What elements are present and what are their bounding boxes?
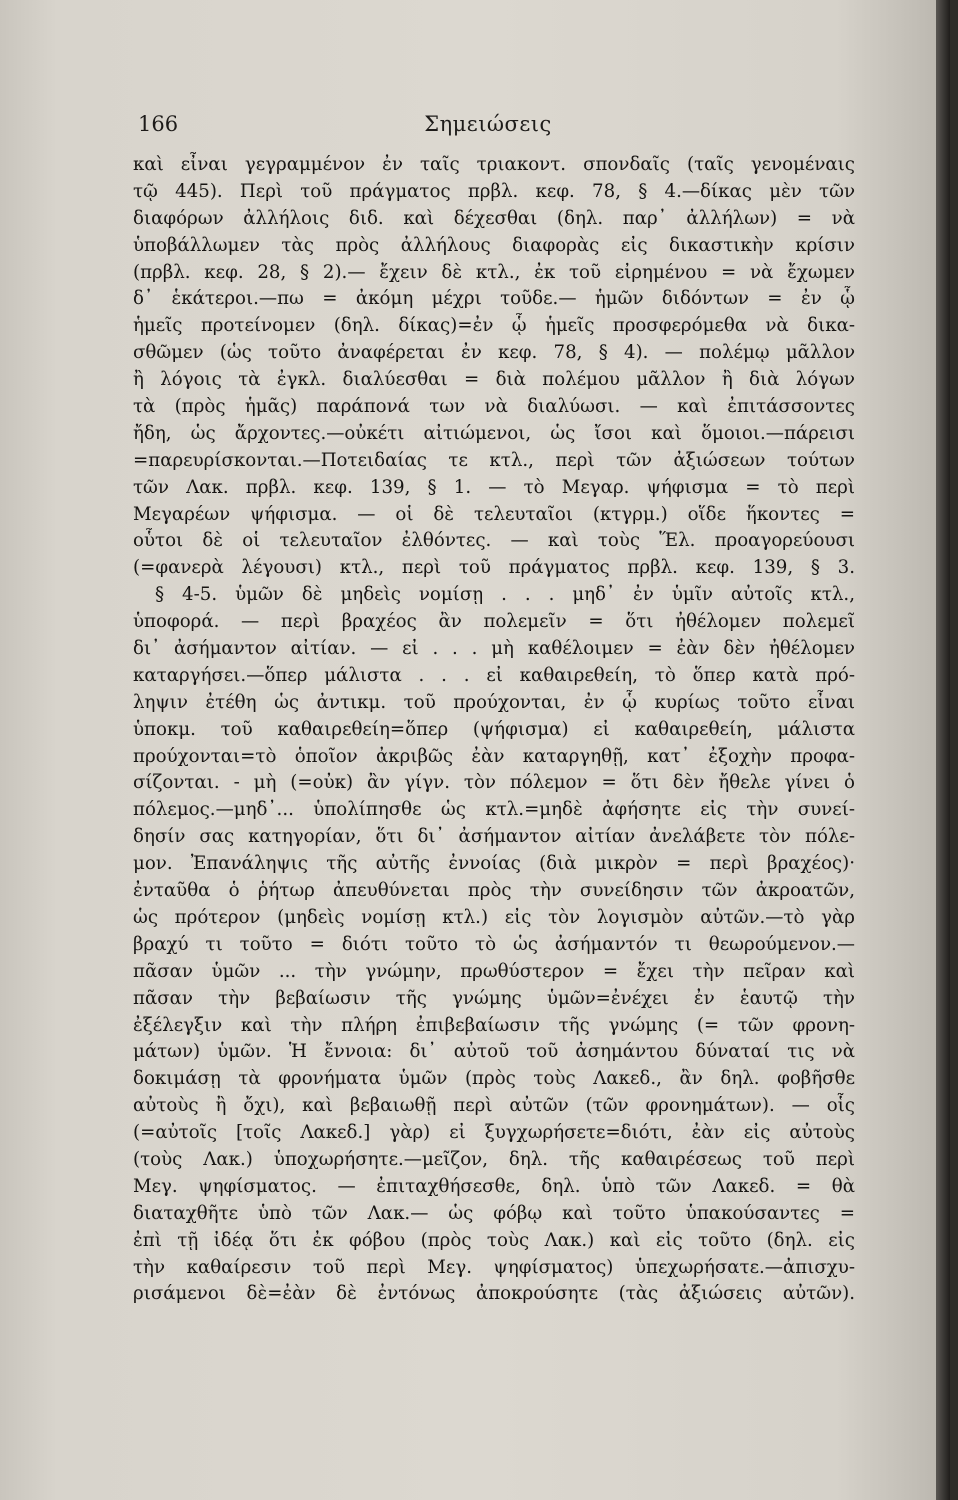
text-line: δ᾽ ἑκάτεροι.—πω = ἀκόμη μέχρι τοῦδε.— ἡμῶν διδόντων = ἐν ᾧ [133,288,855,310]
text-line: τὴν καθαίρεσιν τοῦ περὶ Μεγ. ψηφίσματος) ὑπεχωρήσατε.—ἀπισχυ- [133,1256,855,1278]
text-line: (=φανερὰ λέγουσι) κτλ., περὶ τοῦ πράγματος πρβλ. κεφ. 139, § 3. [133,557,855,579]
page-number: 166 [138,112,179,136]
text-line: καταργήσει.—ὅπερ μάλιστα . . . εἰ καθαιρεθείη, τὸ ὅπερ κατὰ πρό- [133,664,855,686]
text-line: αὐτοὺς ἢ ὄχι), καὶ βεβαιωθῇ περὶ αὐτῶν (τῶν φρονημάτων). — οἷς [133,1095,855,1117]
text-line: μον. Ἐπανάληψις τῆς αὐτῆς ἐννοίας (διὰ μικρὸν = περὶ βραχέος)· [133,853,855,875]
text-line: τῷ 445). Περὶ τοῦ πράγματος πρβλ. κεφ. 78, § 4.—δίκας μὲν τῶν [133,180,855,202]
text-line: πόλεμος.—μηδ᾽... ὑπολίπησθε ὡς κτλ.=μηδὲ ἀφήσητε εἰς τὴν συνεί- [133,799,855,821]
text-line: § 4-5. ὑμῶν δὲ μηδεὶς νομίσῃ . . . μηδ᾽ ἐν ὑμῖν αὐτοῖς κτλ., [155,584,855,606]
text-line: βραχύ τι τοῦτο = διότι τοῦτο τὸ ὡς ἀσήμαντόν τι θεωρούμενον.— [133,933,855,955]
running-title: Σημειώσεις [424,112,552,136]
text-line: ἐπὶ τῇ ἰδέᾳ ὅτι ἐκ φόβου (πρὸς τοὺς Λακ.) καὶ εἰς τοῦτο (δηλ. εἰς [133,1229,855,1251]
text-line: σίζονται. - μὴ (=οὐκ) ἂν γίγν. τὸν πόλεμον = ὅτι δὲν ἤθελε γίνει ὁ [133,772,855,794]
text-line: ὑποβάλλωμεν τὰς πρὸς ἀλλήλους διαφορὰς εἰς δικαστικὴν κρίσιν [133,234,855,256]
text-line: Μεγ. ψηφίσματος. — ἐπιταχθήσεσθε, δηλ. ὑπὸ τῶν Λακεδ. = θὰ [133,1175,855,1197]
text-line: προύχονται=τὸ ὁποῖον ἀκριβῶς ἐὰν καταργηθῇ, κατ᾽ ἐξοχὴν προφα- [133,745,855,767]
text-line: ὑποκμ. τοῦ καθαιρεθείη=ὅπερ (ψήφισμα) εἰ καθαιρεθείη, μάλιστα [133,718,855,740]
text-line: =παρευρίσκονται.—Ποτειδαίας τε κτλ., περὶ τῶν ἀξιώσεων τούτων [133,449,855,471]
text-line: ἡμεῖς προτείνομεν (δηλ. δίκας)=ἐν ᾧ ἡμεῖς προσφερόμεθα νὰ δικα- [133,315,855,337]
text-line: δησίν σας κατηγορίαν, ὅτι δι᾽ ἀσήμαντον αἰτίαν ἀνελάβετε τὸν πόλε- [133,826,855,848]
text-line: ρισάμενοι δὲ=ἐὰν δὲ ἐντόνως ἀποκρούσητε (τὰς ἀξιώσεις αὐτῶν). [133,1283,855,1305]
text-line: ἐξέλεγξιν καὶ τὴν πλήρη ἐπιβεβαίωσιν τῆς γνώμης (= τῶν φρονη- [133,1014,855,1036]
text-line: καὶ εἶναι γεγραμμένον ἐν ταῖς τριακοντ. σπονδαῖς (ταῖς γενομέναις [133,154,855,175]
text-line: ἐνταῦθα ὁ ῥήτωρ ἀπευθύνεται πρὸς τὴν συνείδησιν τῶν ἀκροατῶν, [133,880,855,902]
text-line: Μεγαρέων ψήφισμα. — οἱ δὲ τελευταῖοι (κτγρμ.) οἵδε ἥκοντες = [133,503,855,525]
binding-edge [936,0,950,1500]
text-line: πᾶσαν ὑμῶν ... τὴν γνώμην, πρωθύστερον = ἔχει τὴν πεῖραν καὶ [133,960,855,982]
text-line: ληψιν ἐτέθη ὡς ἀντικμ. τοῦ προύχονται, ἐν ᾧ κυρίως τοῦτο εἶναι [133,691,855,713]
text-line: δοκιμάσῃ τὰ φρονήματα ὑμῶν (πρὸς τοὺς Λακεδ., ἂν δηλ. φοβῆσθε [133,1068,855,1090]
text-line: τὰ (πρὸς ἡμᾶς) παράπονά των νὰ διαλύωσι. — καὶ ἐπιτάσσοντες [133,396,855,418]
text-line: ὡς πρότερον (μηδεὶς νομίσῃ κτλ.) εἰς τὸν λογισμὸν αὐτῶν.—τὸ γὰρ [133,906,855,928]
body-text [133,152,855,1335]
text-line: (=αὐτοῖς [τοῖς Λακεδ.] γὰρ) εἰ ξυγχωρήσετε=διότι, ἐὰν εἰς αὐτοὺς [133,1122,855,1144]
text-line: (τοὺς Λακ.) ὑποχωρήσητε.—μεῖζον, δηλ. τῆς καθαιρέσεως τοῦ περὶ [133,1148,855,1170]
text-line: μάτων) ὑμῶν. Ἡ ἔννοια: δι᾽ αὐτοῦ τοῦ ἀσημάντου δύναταί τις νὰ [133,1041,855,1063]
text-line: πᾶσαν τὴν βεβαίωσιν τῆς γνώμης ὑμῶν=ἐνέχει ἐν ἑαυτῷ τὴν [133,987,855,1009]
text-line: δι᾽ ἀσήμαντον αἰτίαν. — εἰ . . . μὴ καθέλοιμεν = ἐὰν δὲν ἠθέλομεν [133,638,855,660]
page-header [138,112,838,142]
text-line: τῶν Λακ. πρβλ. κεφ. 139, § 1. — τὸ Μεγαρ. ψήφισμα = τὸ περὶ [133,476,855,498]
text-line: διαταχθῆτε ὑπὸ τῶν Λακ.— ὡς φόβῳ καὶ τοῦτο ὑπακούσαντες = [133,1202,855,1224]
text-line: ἤδη, ὡς ἄρχοντες.—οὐκέτι αἰτιώμενοι, ὡς ἴσοι καὶ ὅμοιοι.—πάρεισι [133,422,855,444]
text-line: διαφόρων ἀλλήλοις διδ. καὶ δέχεσθαι (δηλ. παρ᾽ ἀλλήλων) = νὰ [133,207,855,229]
text-line: σθῶμεν (ὡς τοῦτο ἀναφέρεται ἐν κεφ. 78, § 4). — πολέμῳ μᾶλλον [133,342,855,364]
text-line: οὗτοι δὲ οἱ τελευταῖον ἐλθόντες. — καὶ τοὺς Ἕλ. προαγορεύουσι [133,530,855,552]
text-line: (πρβλ. κεφ. 28, § 2).— ἔχειν δὲ κτλ., ἐκ τοῦ εἰρημένου = νὰ ἔχωμεν [133,261,855,283]
text-line: ὑποφορά. — περὶ βραχέος ἂν πολεμεῖν = ὅτι ἠθέλομεν πολεμεῖ [133,611,855,633]
text-line [133,1308,855,1335]
text-line: ἢ λόγοις τὰ ἐγκλ. διαλύεσθαι = διὰ πολέμου μᾶλλον ἢ διὰ λόγων [133,369,855,391]
